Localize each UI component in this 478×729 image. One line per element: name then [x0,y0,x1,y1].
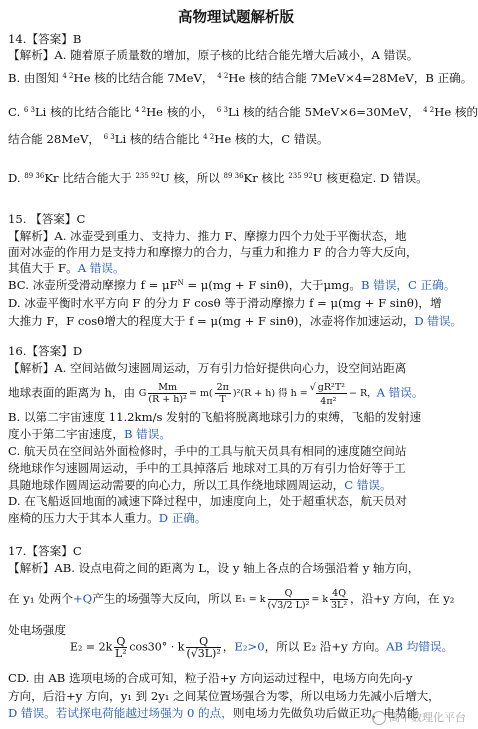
text: He 核的小， [146,105,214,119]
text: Li 核的结合能 5MeV×6=30MeV， [227,105,420,119]
verdict: D 正确。 [158,511,207,525]
text: ，沿+y 方向，在 y₂ [350,591,455,606]
verdict: B 错误。 [123,427,171,441]
text: 【解析】A. 随着原子质量数的增加，原子核的比结合能先增大后减小，A 错误。 [8,48,419,62]
fraction: √ gR²T² 4π² [309,382,345,407]
denominator: (R + h)² [148,394,187,405]
eq-part: = k [311,594,329,605]
nuclide-kr89: 89 36 [24,172,45,180]
numerator: Mm [148,382,187,394]
q16-line-5: C. 航天员在空间站外面检修时，手中的工具与航天员具有相同的速度随空间站 [8,444,407,458]
text: C. [8,105,21,119]
q16-line-2 [8,380,423,407]
text: He 核的比结合能 7MeV， [73,71,214,85]
verdict: D 错误。 [414,314,463,328]
q15-answer: 15. 【答案】C [8,212,86,226]
eq-part: G [138,388,147,399]
q16-answer: 16.【答案】D [8,344,83,358]
text: He 核的 [434,105,478,119]
q17-line-7 [8,705,418,721]
numerator: gR²T² [317,382,345,393]
q16-line-4 [8,426,171,442]
text: Li 核的结合能比 [114,132,200,146]
text: 结合能 28MeV， [8,132,100,146]
eq-part: E₁ = k [235,594,266,605]
q14-line-1 [8,47,418,63]
q16-line-1: 【解析】A. 空间站做匀速圆周运动，万有引力恰好提供向心力，设空间站距离 [8,361,407,375]
text: 产生的场强等大反向，所以 [92,591,232,606]
fraction [114,636,127,659]
q15-line-5: D. 冰壶平衡时水平方向 F 的分力 F cosθ 等于滑动摩擦力 f = μ(mg + F sinθ)，增 [8,296,442,310]
verdict: A 错误。 [77,261,125,275]
text: U 核，所以 [159,171,220,185]
text: Kr 比结合能大于 [44,171,132,185]
q17-line-1: 【解析】AB. 设点电荷之间的距离为 L，设 y 轴上各点的合场强沿着 y 轴方向， [8,561,420,575]
fraction [186,636,220,659]
charge-symbol: +Q [72,591,93,606]
q15-line-4 [8,277,455,295]
numerator: Q [268,588,310,600]
verdict: D 错误。若试探电荷能越过场强为 0 的点， [8,706,233,720]
text: 座椅的压力大于其本人重力。 [8,511,159,525]
q14-line-3 [8,104,478,122]
q15-line-2: 面对冰壶的作用力是支持力和摩擦力的合力，与重力和推力 F 的合力等大反向， [8,245,418,259]
equation-e1 [235,588,350,611]
denominator: (√3L)² [186,647,221,660]
inequality: E₂>0 [234,639,265,654]
nuclide-he4: 4 2 [134,106,147,114]
text: = μ(mg + F sinθ)，大于μmg。 [183,278,362,292]
q15-line-6 [8,313,462,329]
nuclide-u235: 235 92 [288,172,313,180]
text: 在 y₁ 处两个 [8,591,73,606]
document-title: 高物理试题解析版 [178,10,294,26]
fraction [215,382,231,405]
nuclide-u235: 235 92 [135,172,160,180]
text: 度小于第二宇宙速度， [8,427,124,441]
verdict: C 错误。 [344,478,392,492]
q17-line-3: 处电场强度 [8,623,66,637]
q15-line-3 [8,260,125,276]
q16-line-6: 绕地球作匀速圆周运动，手中的工具掉落后 地球对工具的万有引力恰好等于工 [8,461,406,475]
q17-line-6: 方向，后沿+y 方向，y₁ 到 2y₁ 之间某位置场强合为零，所以电场力先减小后增大， [8,689,440,703]
q15-line-1: 【解析】A. 冰壶受到重力、支持力、推力 F、摩擦力四个力处于平衡状态，地 [8,229,407,243]
nuclide-li6: 6 3 [23,106,35,114]
verdict: B 错误，C 正确。 [361,278,456,292]
q16-line-8: D. 在飞船返回地面的减速下降过程中，加速度向上，处于超重状态，航天员对 [8,494,407,508]
q14-line-5 [8,170,428,188]
eq-part: )²(R + h) 得 h = [232,388,308,399]
nuclide-he4: 4 2 [217,72,229,80]
denominator: L² [114,647,127,660]
denominator: 3L² [331,600,348,611]
text: D. [8,171,21,185]
q14-answer: 14.【答案】B [8,32,82,46]
text: Kr 核比 [243,171,285,185]
numerator: 4Q [332,588,347,599]
verdict: A 错误。 [376,385,424,400]
fraction [148,382,187,405]
text: 则电场力先做负功后做正功，电势能 [232,706,419,720]
nuclide-li6: 6 3 [103,133,115,141]
nuclide-li6: 6 3 [216,106,228,114]
fraction [268,588,310,611]
denominator: T [219,394,226,405]
numerator: Q [116,635,126,648]
eq-part: = m( [188,388,213,399]
subscript-n: N [177,279,184,287]
q16-line-7 [8,477,392,493]
verdict: AB 均错误。 [386,639,454,654]
q16-line-3: B. 以第二宇宙速度 11.2km/s 发射的飞船将脱离地球引力的束缚，飞船的发射速 [8,410,422,424]
nuclide-he4: 4 2 [62,72,74,80]
nuclide-he4: 4 2 [423,106,435,114]
denominator: (√3/2 L)² [267,600,310,611]
numerator: 2π [216,382,229,393]
watermark-text: 高中数理化平台 [389,711,466,724]
denominator: 4π² [320,396,337,407]
text: BC. 冰壶所受滑动摩擦力 f = μF [8,278,178,292]
text: He 核的结合能 7MeV×4=28MeV，B 正确。 [228,71,473,85]
eq-part: − R， [348,388,377,399]
q17-answer: 17.【答案】C [8,544,82,558]
q17-line-2 [8,588,454,611]
q14-line-2 [8,70,472,88]
text: Li 核的比结合能比 [34,105,132,119]
nuclide-kr89: 89 36 [223,172,244,180]
platform-logo-icon [372,711,386,725]
watermark [372,709,466,725]
q17-line-5: CD. 由 AB 选项电场的合成可知，粒子沿+y 方向运动过程中，电场方向先向-y [8,671,413,685]
fraction [330,588,348,611]
text: 其值大于 F。 [8,261,78,275]
text: 具随地球作圆周运动需要的向心力，所以工具作绕地球圆周运动， [8,478,345,492]
text: ，所以 E₂ 沿+y 方向。 [264,639,387,654]
text: U 核更稳定. D 错误。 [312,171,428,185]
equation [139,380,377,407]
text: 大推力 F，F cosθ增大的程度大于 f = μ(mg + F sinθ)，冰壶将作加速运动， [8,314,415,328]
eq-part: cos30° · k [129,640,185,654]
equation-e2 [70,636,223,659]
numerator: Q [186,636,220,648]
text: 地球表面的距离为 h，由 [8,385,136,400]
text: ， [222,639,235,654]
q16-line-9 [8,510,207,526]
eq-part: E₂ = 2k [70,640,113,654]
text: B. 由图知 [8,71,59,85]
q17-line-4 [70,636,453,659]
q14-line-4 [8,131,329,149]
nuclide-he4: 4 2 [203,133,215,141]
text: He 核的大，C 错误。 [214,132,329,146]
